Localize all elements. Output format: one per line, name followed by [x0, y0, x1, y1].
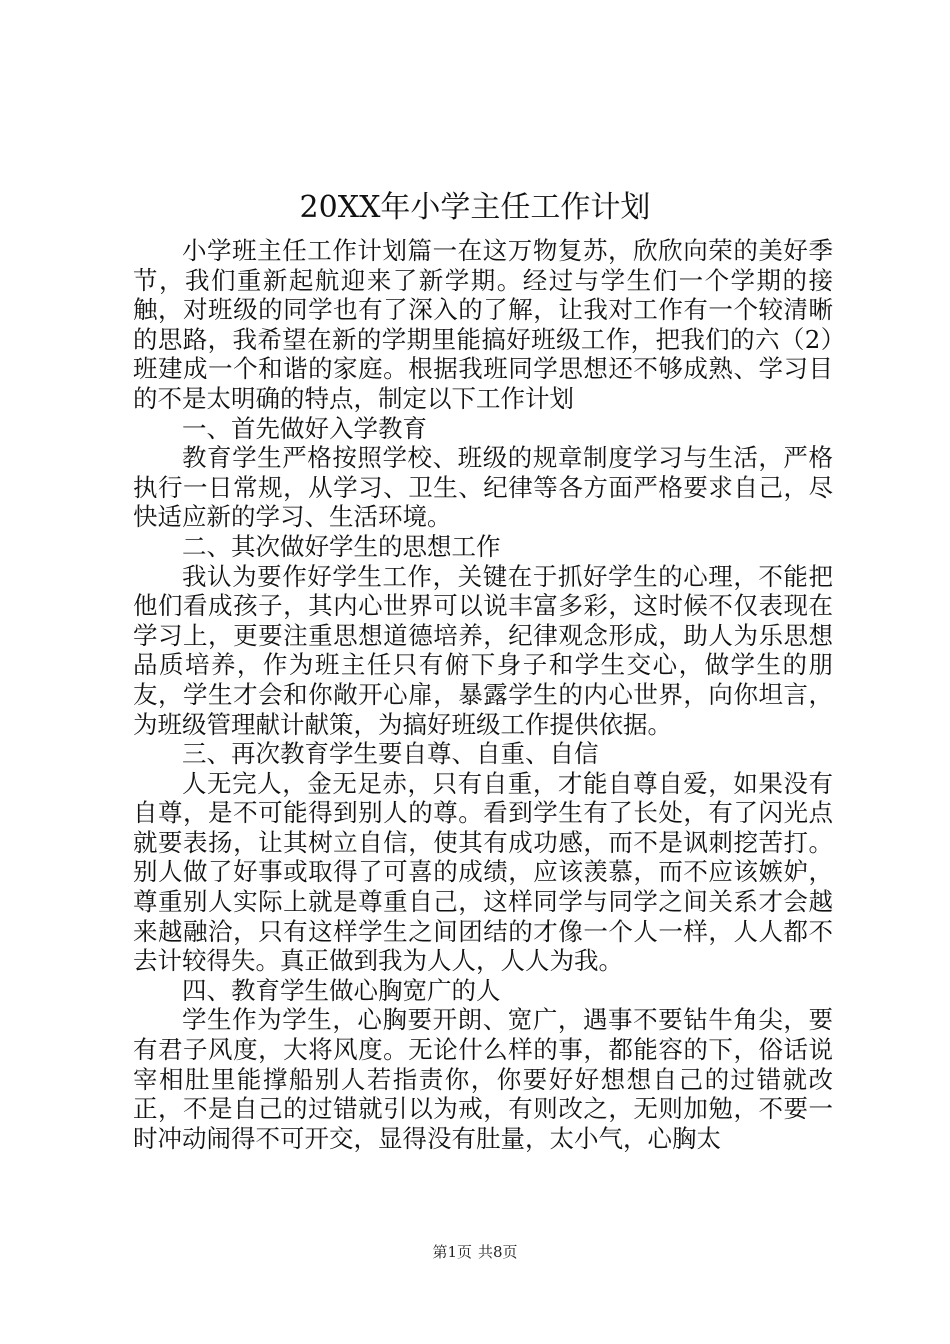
section-heading-4: 四、教育学生做心胸宽广的人	[182, 975, 501, 1005]
document-title: 20XX年小学主任工作计划	[299, 190, 651, 225]
paragraph-section-3: 人无完人，金无足赤，只有自重，才能自尊自爱，如果没有自尊，是不可能得到别人的尊。看到学生有了长处，有了闪光点就要表扬，让其树立自信，使其有成功感，而不是讽刺挖苦打。别人做了好事或取得了可喜的成绩，应该羡慕，而不应该嫉妒，尊重别人实际上就是尊重自己，这样同学与同学之间关系才会越来越融洽，只有这样学生之间团结的才像一个人一样，人人都不去计较得失。真正做到我为人人，人人为我。	[133, 768, 833, 976]
page-footer	[0, 1242, 950, 1262]
page-number: 第1页	[432, 1243, 472, 1261]
paragraph-section-1: 教育学生严格按照学校、班级的规章制度学习与生活，严格执行一日常规，从学习、卫生、纪律等各方面严格要求自己，尽快适应新的学习、生活环境。	[133, 443, 833, 532]
section-heading-1: 一、首先做好入学教育	[182, 413, 427, 443]
paragraph-section-2: 我认为要作好学生工作，关键在于抓好学生的心理，不能把他们看成孩子，其内心世界可以说丰富多彩，这时候不仅表现在学习上，更要注重思想道德培养，纪律观念形成，助人为乐思想品质培养，作为班主任只有俯下身子和学生交心，做学生的朋友，学生才会和你敞开心扉，暴露学生的内心世界，向你坦言，为班级管理献计献策，为搞好班级工作提供依据。	[133, 561, 833, 739]
document-body	[133, 236, 833, 1153]
section-heading-3: 三、再次教育学生要自尊、自重、自信	[182, 739, 599, 769]
paragraph-intro: 小学班主任工作计划篇一在这万物复苏，欣欣向荣的美好季节，我们重新起航迎来了新学期。经过与学生们一个学期的接触，对班级的同学也有了深入的了解，让我对工作有一个较清晰的思路，我希望在新的学期里能搞好班级工作，把我们的六（2）班建成一个和谐的家庭。根据我班同学思想还不够成熟、学习目的不是太明确的特点，制定以下工作计划	[133, 236, 833, 413]
paragraph-section-4: 学生作为学生，心胸要开朗、宽广，遇事不要钻牛角尖，要有君子风度，大将风度。无论什么样的事，都能容的下，俗话说宰相肚里能撑船别人若指责你，你要好好想想自己的过错就改正，不是自己的过错就引以为戒，有则改之，无则加勉，不要一时冲动闹得不可开交，显得没有肚量，太小气，心胸太	[133, 1005, 833, 1153]
page-total: 共8页	[478, 1243, 518, 1261]
section-heading-2: 二、其次做好学生的思想工作	[182, 531, 501, 561]
